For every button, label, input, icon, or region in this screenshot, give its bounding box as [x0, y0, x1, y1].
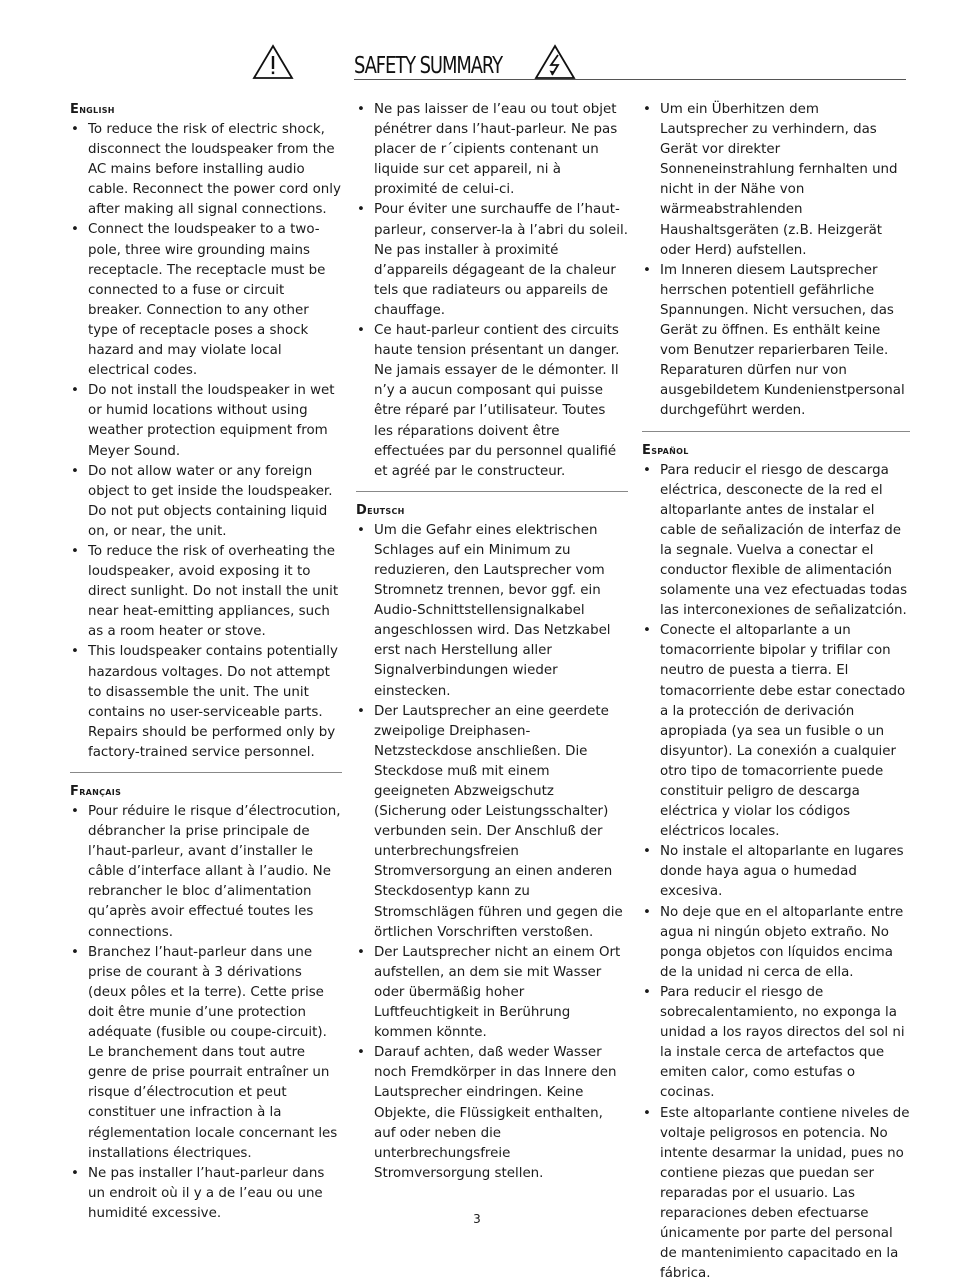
list-item: • Der Lautsprecher nicht an einem Ort aufstellen, an dem sie mit Wasser oder übermäßig hoher Luftfeuchtigkeit in Berührung kommen könnte. [356, 943, 628, 1043]
list-item: • To reduce the risk of overheating the loudspeaker, avoid exposing it to direct sunlight. Do not install the unit near heat-emitting appliances, such as a room heater or stove. [70, 542, 342, 642]
column-1 [70, 100, 342, 1224]
section-heading-espanol: Español [642, 441, 910, 461]
page-header [252, 44, 906, 82]
list-item: • Do not allow water or any foreign object to get inside the loudspeaker. Do not put objects containing liquid on, or near, the unit. [70, 462, 342, 542]
section-divider [642, 431, 910, 432]
espanol-list [642, 461, 910, 1284]
section-heading-francais: Français [70, 782, 342, 802]
list-item: • Pour éviter une surchauffe de l’haut-parleur, conserver-la à l’abri du soleil. Ne pas installer à proximité d’appareils dégageant de la chaleur tels que radiateurs ou appareils de chauffage. [356, 200, 628, 321]
list-item: • Pour réduire le risque d’électrocution, débrancher la prise principale de l’haut-parleur, avant d’installer le câble d’interface allant à l’audio. Ne rebrancher le bloc d’alimentation qu’après avoir effectué toutes les connections. [70, 802, 342, 943]
deutsch-list [356, 521, 628, 1184]
list-item: • Para reducir el riesgo de descarga eléctrica, desconecte de la red el altoparlante antes de instalar el cable de señalización de interfaz de la segnale. Vuelva a conectar el conductor flexible de alimentación solamente una vez efectuadas todas las interconexiones de señalizatción. [642, 461, 910, 622]
column-2 [356, 100, 628, 1184]
deutsch-list-continued [642, 100, 910, 422]
list-item: • Ne pas laisser de l’eau ou tout objet pénétrer dans l’haut-parleur. Ne pas placer de r´cipients contenant un liquide sur cet appareil, ni à proximité de celui-ci. [356, 100, 628, 200]
list-item: • Para reducir el riesgo de sobrecalentamiento, no exponga la unidad a los rayos directos del sol ni la instale cerca de artefactos que emiten calor, como estufas o cocinas. [642, 983, 910, 1104]
list-item: • Connect the loudspeaker to a two-pole, three wire grounding mains receptacle. The receptacle must be connected to a fuse or circuit breaker. Connection to any other type of receptacle poses a shock hazard and may violate local electrical codes. [70, 220, 342, 381]
section-divider [70, 772, 342, 773]
list-item: • Branchez l’haut-parleur dans une prise de courant à 3 dérivations (deux pôles et la terre). Cette prise doit être munie d’une protection adéquate (fusible ou coupe-circuit). Le branchement dans tout autre genre de prise pourrait entraîner un risque d’électrocution et peut constituer une infraction à la réglementation locale concernant les installations électriques. [70, 943, 342, 1164]
list-item: • To reduce the risk of electric shock, disconnect the loudspeaker from the AC mains before installing audio cable. Reconnect the power cord only after making all signal connections. [70, 120, 342, 220]
section-heading-english: English [70, 100, 342, 120]
list-item: • No instale el altoparlante en lugares donde haya agua o humedad excesiva. [642, 842, 910, 902]
section-divider [356, 491, 628, 492]
list-item: • Este altoparlante contiene niveles de voltaje peligrosos en potencia. No intente desarmar la unidad, pues no contiene piezas que puedan ser reparadas por el usuario. Las reparaciones deben efectuarse únicamente por parte del personal de mantenimiento capacitado en la fábrica. [642, 1104, 910, 1284]
lightning-triangle-icon [534, 44, 576, 80]
list-item: • Um ein Überhitzen dem Lautsprecher zu verhindern, das Gerät vor direkter Sonneneinstrahlung fernhalten und nicht in der Nähe von wärmeabstrahlenden Haushaltsgeräten (z.B. Heizgerät oder Herd) aufstellen. [642, 100, 910, 261]
list-item: • Um die Gefahr eines elektrischen Schlages auf ein Minimum zu reduzieren, den Lautsprecher vom Stromnetz trennen, bevor ggf. ein Audio-Schnittstellensignalkabel angeschlossen wird. Das Netzkabel erst nach Herstellung aller Signalverbindungen wieder einstecken. [356, 521, 628, 702]
exclamation-triangle-icon [252, 44, 294, 80]
list-item: • Conecte el altoparlante a un tomacorriente bipolar y trifilar con neutro de puesta a tierra. El tomacorriente debe estar conectado a la protección de derivación apropiada (ya sea un fusible o un disyuntor). La conexión a cualquier otro tipo de tomacorriente puede constituir peligro de descarga eléctrica y violar los códigos eléctricos locales. [642, 621, 910, 842]
list-item: • Ce haut-parleur contient des circuits haute tension présentant un danger. Ne jamais essayer de le démonter. Il n’y a aucun composant qui puisse être réparé par l’utilisateur. Toutes les réparations doivent être effectuées par du personnel qualifié et agréé par le constructeur. [356, 321, 628, 482]
english-list [70, 120, 342, 763]
francais-list-continued [356, 100, 628, 482]
list-item: • Darauf achten, daß weder Wasser noch Fremdkörper in das Innere den Lautsprecher eindringen. Keine Objekte, die Flüssigkeit enthalten, auf oder neben die unterbrechungsfreie Stromversorgung stellen. [356, 1043, 628, 1184]
page-number: 3 [0, 1212, 954, 1226]
header-rule [354, 79, 906, 80]
list-item: • This loudspeaker contains potentially hazardous voltages. Do not attempt to disassemble the unit. The unit contains no user-serviceable parts. Repairs should be performed only by factory-trained service personnel. [70, 642, 342, 763]
column-3 [642, 100, 910, 1284]
list-item: • Im Inneren diesem Lautsprecher herrschen potentiell gefährliche Spannungen. Nicht versuchen, das Gerät zu öffnen. Es enthält keine vom Benutzer reparierbaren Teile. Reparaturen dürfen nur von ausgebildetem Kundenienstpersonal durchgeführt werden. [642, 261, 910, 422]
list-item: • Der Lautsprecher an eine geerdete zweipolige Dreiphasen-Netzsteckdose anschließen. Die Steckdose muß mit einem geeigneten Abzweigschutz (Sicherung oder Leistungsschalter) verbunden sein. Der Anschluß der unterbrechungsfreien Stromversorgung an einen anderen Steckdosentyp kann zu Stromschlägen führen und gegen die örtlichen Vorschriften verstoßen. [356, 702, 628, 943]
list-item: • No deje que en el altoparlante entre agua ni ningún objeto extraño. No ponga objetos con líquidos encima de la unidad ni cerca de ella. [642, 903, 910, 983]
francais-list [70, 802, 342, 1224]
page-title: SAFETY SUMMARY [354, 53, 502, 79]
list-item: • Ne pas installer l’haut-parleur dans un endroit où il y a de l’eau ou une humidité excessive. [70, 1164, 342, 1224]
section-heading-deutsch: Deutsch [356, 501, 628, 521]
list-item: • Do not install the loudspeaker in wet or humid locations without using weather protection equipment from Meyer Sound. [70, 381, 342, 461]
